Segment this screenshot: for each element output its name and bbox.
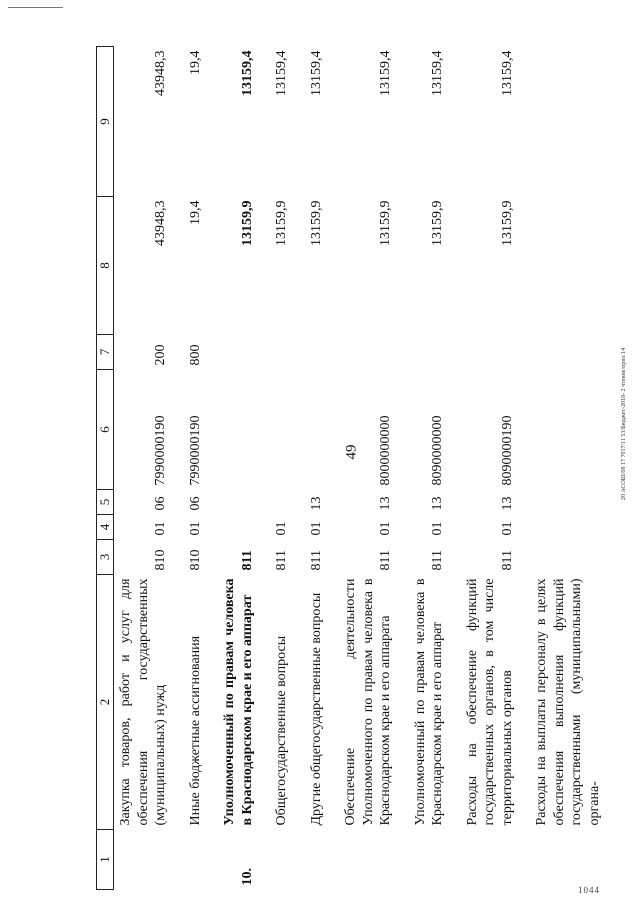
row-expense-type: [270, 335, 305, 370]
row-target-article: 8090000000: [430, 415, 445, 486]
row-section: 01: [308, 521, 324, 536]
header-col-6: 6: [97, 370, 114, 490]
table-row: [530, 47, 617, 890]
header-col-8: 8: [97, 197, 114, 335]
row-ministry-code: 810: [153, 549, 168, 571]
row-amount-col9: 43948,3: [153, 50, 168, 96]
document-stamp: 20 АСОШ/08 17 7017/11 53/Бюджет-2018- 2 чтение/прил 14: [621, 347, 627, 501]
row-target-article: 8090000190: [499, 415, 515, 486]
row-number: [305, 830, 340, 890]
row-subsection: 13: [308, 496, 324, 511]
row-amount-col8: 43948,3: [153, 200, 168, 246]
row-name: Закупка товаров, работ и услуг для обеспечения государственных (муниципальных) нужд: [118, 578, 168, 826]
row-amount-col8: 13159,9: [239, 200, 255, 246]
row-target-article: 8000000000: [378, 415, 393, 486]
row-section: [218, 515, 270, 540]
table-header-row: [97, 47, 114, 890]
row-amount-col9: 13159,4: [308, 50, 324, 96]
header-col-2: 2: [97, 575, 114, 830]
row-amount-col9: [530, 47, 617, 197]
row-name: Уполномоченный по правам человека в Краснодарском крае и его аппарат: [412, 578, 445, 826]
row-subsection: [530, 490, 617, 515]
row-section: 01: [499, 521, 515, 536]
row-ministry-code: 811: [308, 550, 324, 571]
page-number: 49: [343, 444, 360, 460]
table-row: [409, 47, 461, 890]
row-name: Обеспечение деятельности Уполномоченного по правам человека в Краснодарском крае и его аппарата: [343, 578, 393, 826]
row-expense-type: [339, 335, 409, 370]
row-ministry-code: 811: [239, 550, 255, 571]
table-row: [305, 47, 340, 890]
header-col-7: 7: [97, 335, 114, 370]
row-number: [114, 830, 184, 890]
row-subsection: [218, 490, 270, 515]
row-target-article: [270, 370, 305, 490]
row-expense-type: [530, 335, 617, 370]
row-section: 01: [430, 521, 445, 536]
row-ministry-code: 811: [274, 550, 289, 571]
row-amount-col9: 19,4: [187, 50, 203, 75]
row-target-article: [218, 370, 270, 490]
row-amount-col9: 13159,4: [274, 50, 289, 96]
row-ministry-code: 810: [187, 549, 203, 571]
table-row: [114, 47, 184, 890]
rotated-page: [96, 47, 618, 890]
table-row: [218, 47, 270, 890]
row-amount-col8: 13159,9: [378, 200, 393, 246]
row-section: 01: [153, 521, 168, 536]
row-name: Уполномоченный по правам человека в Краснодарском крае и его аппарат: [222, 578, 255, 826]
row-subsection: 13: [499, 496, 515, 511]
row-name: Расходы на выплаты персоналу в целях обеспечения выполнения функций государственными (муниципальными) органа-: [534, 578, 602, 826]
row-subsection: [270, 490, 305, 515]
row-number: [339, 830, 409, 890]
row-number: [409, 830, 461, 890]
row-expense-type: [461, 335, 531, 370]
budget-table: [96, 46, 617, 890]
table-body: [114, 47, 618, 890]
bottom-number: 1044: [578, 885, 600, 895]
table-row: [184, 47, 219, 890]
header-col-4: 4: [97, 515, 114, 540]
header-col-3: 3: [97, 540, 114, 575]
row-expense-type: [218, 335, 270, 370]
row-amount-col8: 13159,9: [430, 200, 445, 246]
table-row: [461, 47, 531, 890]
row-name: Иные бюджетные ассигнования: [187, 635, 203, 826]
row-ministry-code: 811: [430, 550, 445, 571]
header-col-1: 1: [97, 830, 114, 890]
corner-mark: [8, 7, 63, 8]
row-amount-col8: [530, 197, 617, 335]
row-number: [184, 830, 219, 890]
row-expense-type: [409, 335, 461, 370]
row-amount-col9: 13159,4: [499, 50, 515, 96]
row-name: Другие общегосударственные вопросы: [308, 592, 324, 826]
row-number: [530, 830, 617, 890]
row-expense-type: [305, 335, 340, 370]
row-section: 01: [187, 521, 203, 536]
row-name: Общегосударственные вопросы: [274, 635, 289, 826]
table-row: [339, 47, 409, 890]
row-subsection: 13: [378, 496, 393, 511]
row-amount-col8: 13159,9: [274, 200, 289, 246]
row-subsection: 06: [187, 496, 203, 511]
row-amount-col9: 13159,4: [430, 50, 445, 96]
row-number: [270, 830, 305, 890]
row-expense-type: 800: [187, 344, 203, 366]
row-amount-col8: 19,4: [187, 200, 203, 225]
row-amount-col9: 13159,4: [378, 50, 393, 96]
row-amount-col8: 13159,9: [308, 200, 324, 246]
table-row: [270, 47, 305, 890]
row-name: Расходы на обеспечение функций государственных органов, в том числе территориальных органов: [464, 578, 515, 826]
row-target-article: 7990000190: [187, 415, 203, 486]
row-section: [530, 515, 617, 540]
row-target-article: 7990000190: [153, 415, 168, 486]
row-section: 01: [274, 521, 289, 536]
header-col-5: 5: [97, 490, 114, 515]
row-expense-type: 200: [153, 344, 168, 366]
row-subsection: 06: [153, 496, 168, 511]
row-ministry-code: [530, 540, 617, 575]
row-section: 01: [378, 521, 393, 536]
row-subsection: 13: [430, 496, 445, 511]
row-number: 10.: [239, 868, 255, 886]
row-target-article: [530, 370, 617, 490]
row-ministry-code: 811: [378, 550, 393, 571]
header-col-9: 9: [97, 47, 114, 197]
row-number: [461, 830, 531, 890]
row-target-article: [305, 370, 340, 490]
row-ministry-code: 811: [499, 550, 515, 571]
row-amount-col9: 13159,4: [239, 50, 255, 96]
row-amount-col8: 13159,9: [499, 200, 515, 246]
